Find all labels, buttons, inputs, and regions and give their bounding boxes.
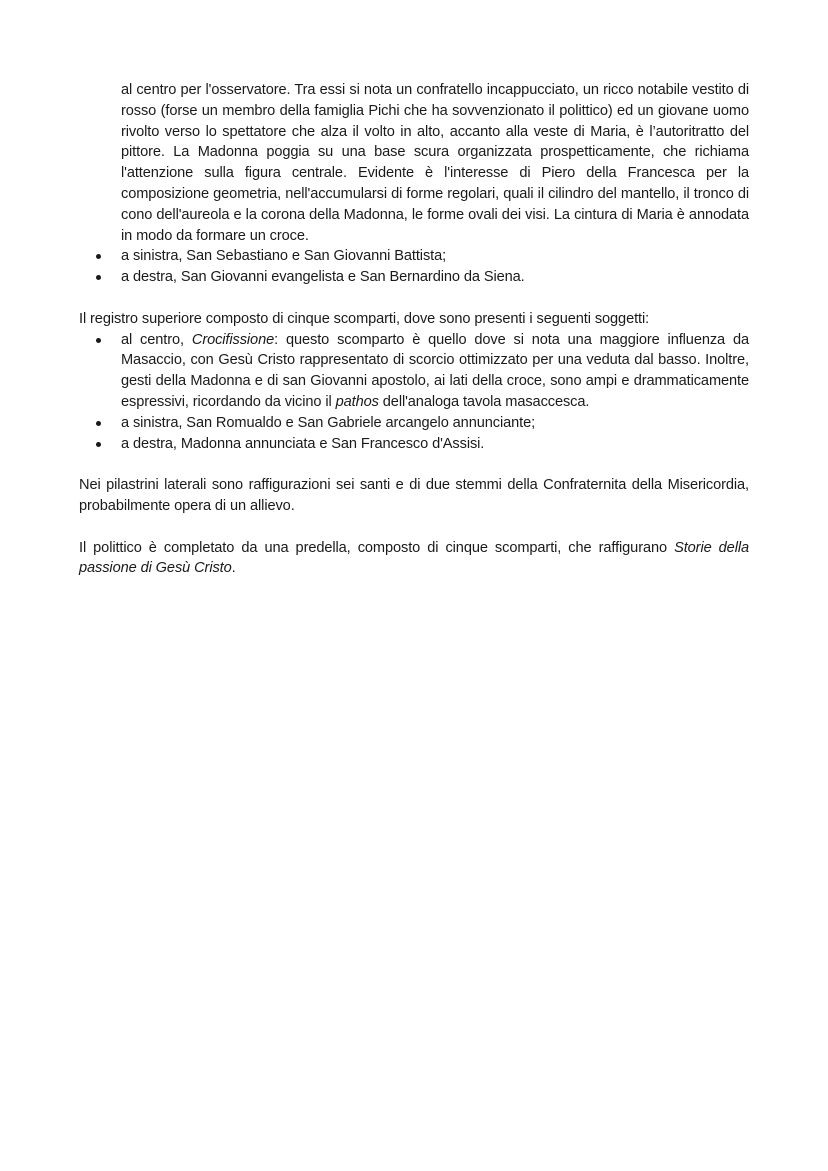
list-item	[79, 330, 749, 413]
italic-term: pathos	[335, 393, 379, 410]
list-item	[79, 434, 749, 455]
continuation-paragraph: al centro per l'osservatore. Tra essi si nota un confratello incappucciato, un ricco notabile vestito di rosso (forse un membro della famiglia Pichi che ha sovvenzionato il polittico) ed un giovane uomo rivolto verso lo spettatore che alza il volto in alto, accanto alla veste di Maria, è l’autoritratto del pittore. La Madonna poggia su una base scura organizzata prospetticamente, che richiama l'attenzione sulla figura centrale. Evidente è l'interesse di Piero della Francesca per la composizione geometria, nell'accumularsi di forme regolari, quali il cilindro del mantello, il tronco di cono dell'aureola e la corona della Madonna, le forme ovali dei visi. La cintura di Maria è annodata in modo da formare un croce.	[121, 82, 749, 244]
bullet-icon	[96, 442, 101, 447]
pilastrini-paragraph: Nei pilastrini laterali sono raffigurazioni sei santi e di due stemmi della Confraternita della Misericordia, probabilmente opera di un allievo.	[79, 477, 749, 514]
bullet-icon	[96, 275, 101, 280]
list-item-text: a destra, Madonna annunciata e San Francesco d'Assisi.	[121, 435, 485, 452]
document-body	[79, 80, 749, 579]
list-item-text: a sinistra, San Romualdo e San Gabriele arcangelo annunciante;	[121, 414, 536, 431]
bullet-icon	[96, 254, 101, 259]
artwork-title: Crocifissione	[191, 331, 275, 348]
upper-register-list	[79, 330, 749, 455]
paragraph-gap	[79, 517, 749, 538]
list-item	[79, 246, 749, 267]
bullet-icon	[96, 338, 101, 343]
paragraph-gap	[79, 288, 749, 309]
paragraph-gap	[79, 454, 749, 475]
list-item-text: a sinistra, San Sebastiano e San Giovanni Battista;	[121, 248, 447, 265]
lower-register-list	[79, 246, 749, 288]
list-item-text: dell'analoga tavola masaccesca.	[378, 393, 590, 410]
list-item-prefix: al centro,	[121, 331, 192, 348]
list-item	[79, 413, 749, 434]
list-item-text: a destra, San Giovanni evangelista e San Bernardino da Siena.	[121, 269, 525, 286]
paragraph-end: .	[231, 560, 236, 577]
list-item	[79, 267, 749, 288]
paragraph-text: Il polittico è completato da una predella, composto di cinque scomparti, che raffigurano	[79, 539, 675, 556]
upper-register-intro: Il registro superiore composto di cinque scomparti, dove sono presenti i seguenti soggetti:	[79, 310, 650, 327]
predella-paragraph	[79, 538, 749, 580]
list-item-text: : questo scomparto è quello dove si nota una maggiore influenza da Masaccio, con Gesù Cristo rappresentato di scorcio ottimizzato per una veduta dal basso. Inoltre, gesti della Madonna e di san Giovanni apostolo, ai lati della croce, sono ampi e drammaticamente espressivi, ricordando da vicino il	[121, 331, 750, 410]
artwork-title: Storie della passione di Gesù Cristo	[79, 539, 750, 577]
bullet-icon	[96, 421, 101, 426]
